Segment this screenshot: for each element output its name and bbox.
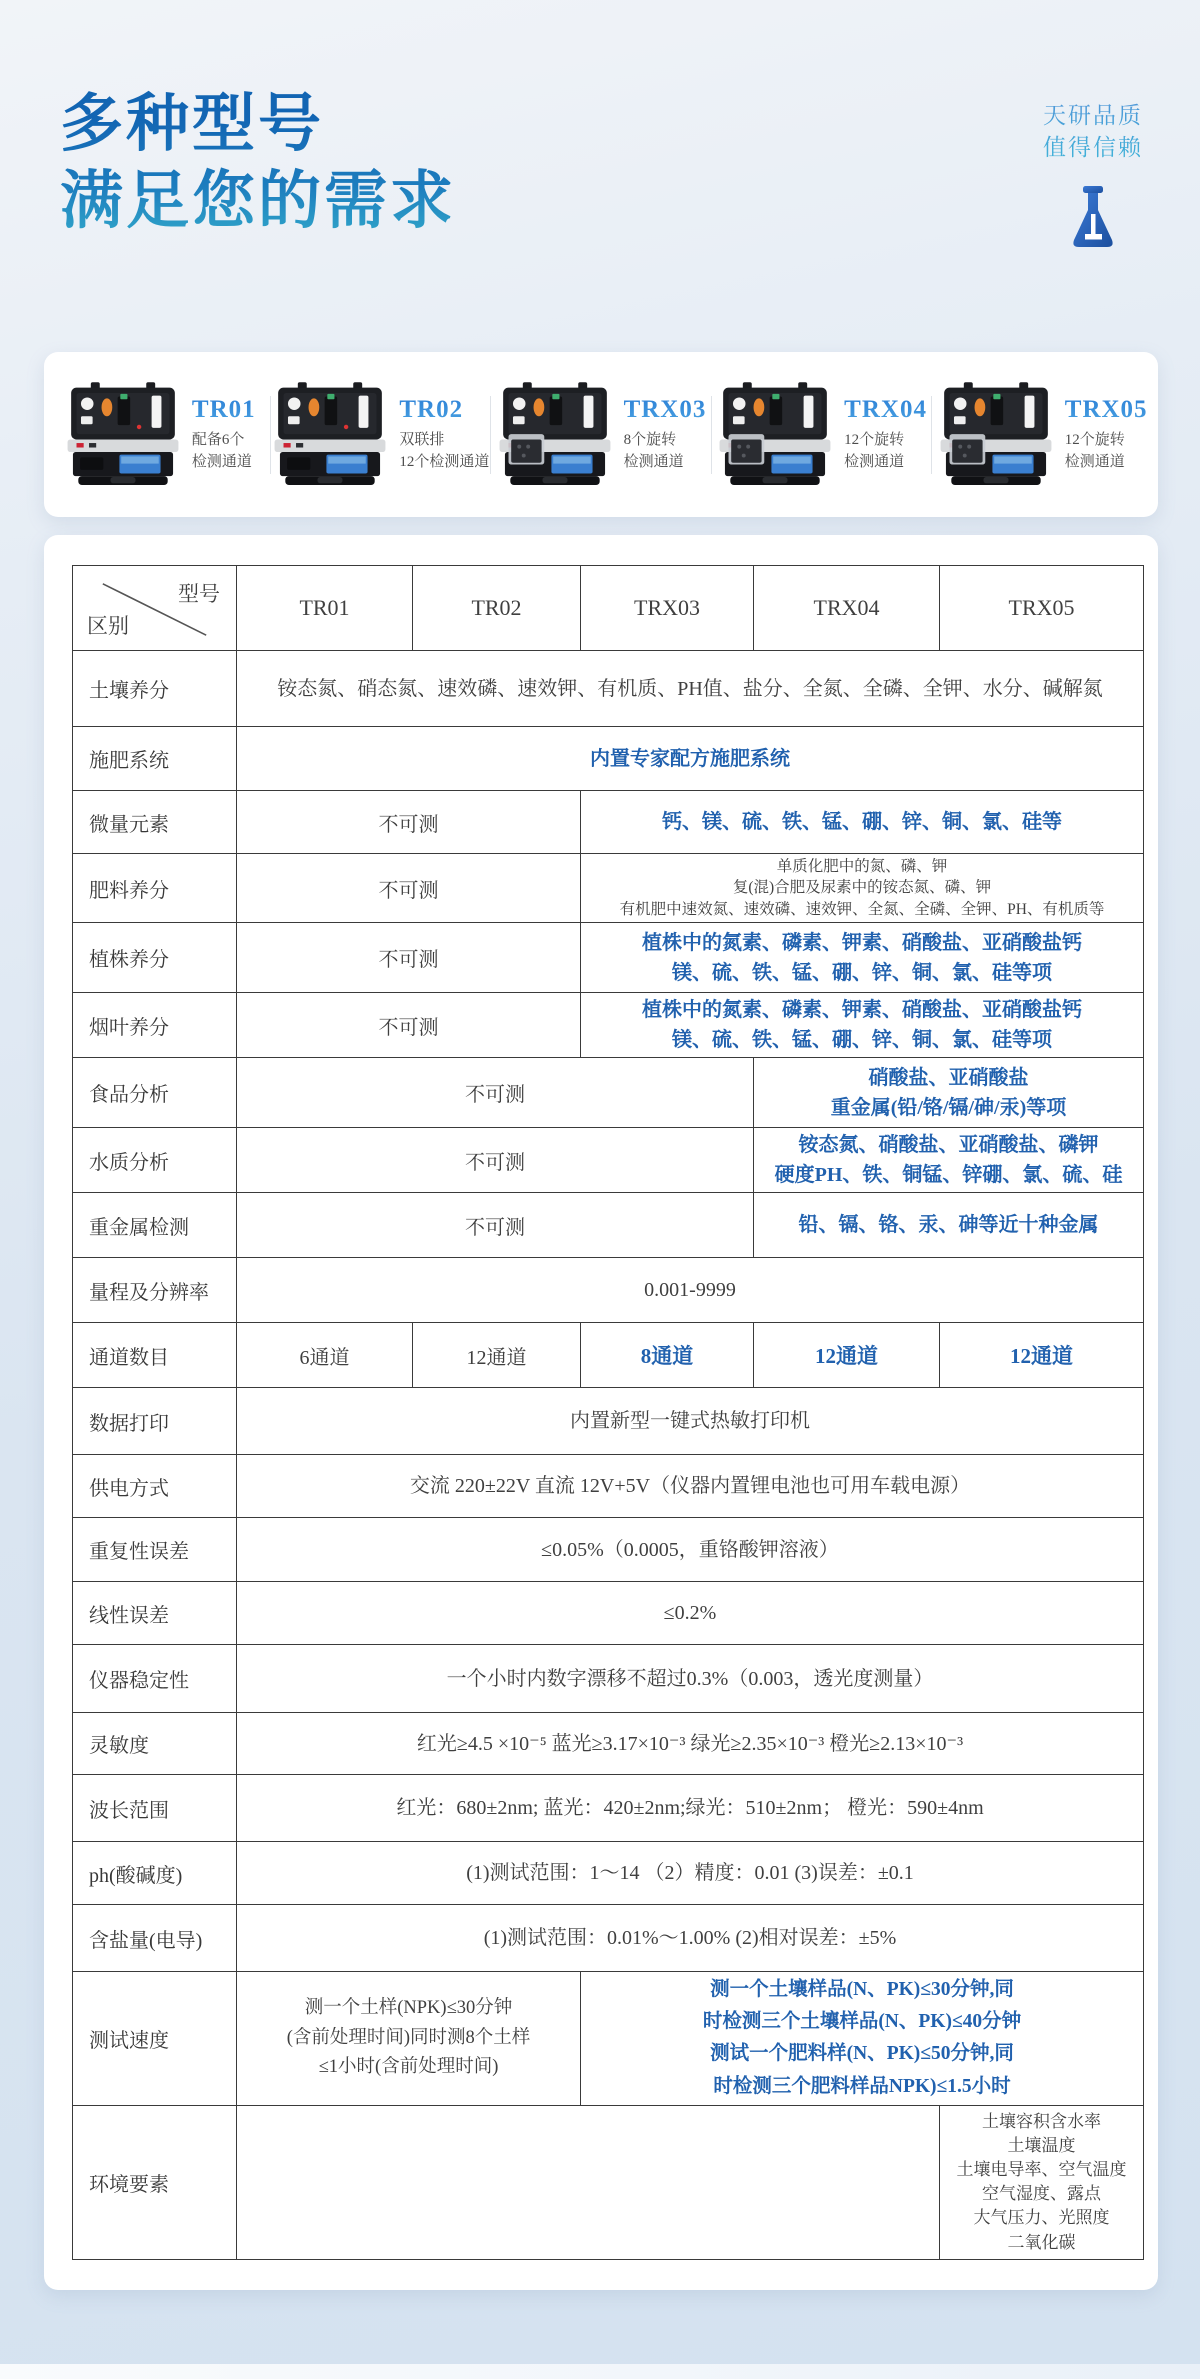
column-header-tr01: TR01 [237, 566, 413, 651]
row-value: 一个小时内数字漂移不超过0.3%（0.003，透光度测量） [237, 1645, 1144, 1713]
table-row-ph [73, 1842, 1144, 1905]
row-label: 烟叶养分 [73, 993, 237, 1058]
channel-cell-tr02: 12通道 [413, 1323, 581, 1388]
brand-slogan [1018, 100, 1168, 164]
column-header-trx05: TRX05 [940, 566, 1144, 651]
product-desc: 双联排 12个检测通道 [399, 431, 490, 470]
row-value: 铅、镉、铬、汞、砷等近十种金属 [754, 1193, 1144, 1258]
table-row-soil [73, 651, 1144, 727]
product-desc: 配备6个 检测通道 [191, 431, 252, 470]
brand-slogan-line1: 天研品质 [1043, 103, 1143, 128]
row-label: 通道数目 [73, 1323, 237, 1388]
not-measurable-cell: 不可测 [237, 791, 581, 854]
table-row-environment [73, 2105, 1144, 2259]
table-row-heavymetal [73, 1193, 1144, 1258]
product-image [271, 379, 389, 491]
row-label: 重复性误差 [73, 1518, 237, 1582]
empty-cell [237, 2105, 940, 2259]
corner-cell [73, 566, 237, 651]
table-row-printing [73, 1388, 1144, 1455]
row-label: 波长范围 [73, 1775, 237, 1842]
table-row-sensitivity [73, 1713, 1144, 1775]
row-value: 0.001-9999 [237, 1258, 1144, 1323]
row-value-right: 测一个土壤样品(N、PK)≤30分钟,同 时检测三个土壤样品(N、PK)≤40分钟 测试一个肥料样(N、PK)≤50分钟,同 时检测三个肥料样品NPK)≤1.5小时 [581, 1972, 1144, 2106]
spec-table [72, 565, 1144, 2260]
product-image [937, 379, 1055, 491]
row-label: 线性误差 [73, 1582, 237, 1645]
column-header-trx04: TRX04 [754, 566, 940, 651]
corner-label-model: 型号 [178, 582, 220, 606]
row-value: ≤0.2% [237, 1582, 1144, 1645]
row-value: 植株中的氮素、磷素、钾素、硝酸盐、亚硝酸盐钙 镁、硫、铁、锰、硼、锌、铜、氯、硅等项 [581, 993, 1144, 1058]
channel-cell-tr01: 6通道 [237, 1323, 413, 1388]
column-header-tr02: TR02 [413, 566, 581, 651]
page-title [60, 86, 456, 240]
table-row-channels [73, 1323, 1144, 1388]
row-value: 内置新型一键式热敏打印机 [237, 1388, 1144, 1455]
table-row-water [73, 1128, 1144, 1193]
product-model: TR01 [191, 395, 256, 423]
product-image [716, 379, 834, 491]
product-model: TRX05 [1064, 395, 1148, 423]
product-desc: 8个旋转 检测通道 [623, 431, 684, 470]
product-desc: 12个旋转 检测通道 [1064, 431, 1125, 470]
row-label: 重金属检测 [73, 1193, 237, 1258]
spec-table-card [44, 535, 1158, 2290]
row-value: 单质化肥中的氮、磷、钾 复(混)合肥及尿素中的铵态氮、磷、钾 有机肥中速效氮、速效磷、速效钾、全氮、全磷、全钾、PH、有机质等 [581, 854, 1144, 923]
not-measurable-cell: 不可测 [237, 854, 581, 923]
not-measurable-cell: 不可测 [237, 993, 581, 1058]
row-label: 数据打印 [73, 1388, 237, 1455]
row-value: 红光≥4.5 ×10⁻⁵ 蓝光≥3.17×10⁻³ 绿光≥2.35×10⁻³ 橙光≥2.13×10⁻³ [237, 1713, 1144, 1775]
row-value-left: 测一个土样(NPK)≤30分钟 (含前处理时间)同时测8个土样 ≤1小时(含前处理时间) [237, 1972, 581, 2106]
table-row-stability [73, 1645, 1144, 1713]
row-value: (1)测试范围：1～14 （2）精度：0.01 (3)误差：±0.1 [237, 1842, 1144, 1905]
channel-cell-trx05: 12通道 [940, 1323, 1144, 1388]
channel-cell-trx04: 12通道 [754, 1323, 940, 1388]
row-label: 植株养分 [73, 923, 237, 993]
table-row-food [73, 1058, 1144, 1128]
table-row-fertilizer [73, 854, 1144, 923]
row-label: 施肥系统 [73, 727, 237, 791]
product-image [496, 379, 614, 491]
channel-cell-trx03: 8通道 [581, 1323, 754, 1388]
product-model: TRX04 [844, 395, 927, 423]
row-value: 铵态氮、硝酸盐、亚硝酸盐、磷钾 硬度PH、铁、铜锰、锌硼、氯、硫、硅 [754, 1128, 1144, 1193]
row-label: 肥料养分 [73, 854, 237, 923]
row-label: 仪器稳定性 [73, 1645, 237, 1713]
row-value: 红光：680±2nm; 蓝光：420±2nm;绿光：510±2nm； 橙光：590±4nm [237, 1775, 1144, 1842]
product-desc: 12个旋转 检测通道 [844, 431, 905, 470]
table-row-range [73, 1258, 1144, 1323]
table-row-tobacco [73, 993, 1144, 1058]
table-row-repeat-err [73, 1518, 1144, 1582]
row-label: 测试速度 [73, 1972, 237, 2106]
product-card-trx05 [932, 352, 1152, 517]
row-label: 量程及分辨率 [73, 1258, 237, 1323]
product-card-tr02 [271, 352, 491, 517]
table-row-power [73, 1455, 1144, 1518]
column-header-trx03: TRX03 [581, 566, 754, 651]
row-value: 铵态氮、硝态氮、速效磷、速效钾、有机质、PH值、盐分、全氮、全磷、全钾、水分、碱解氮 [237, 651, 1144, 727]
not-measurable-cell: 不可测 [237, 1058, 754, 1128]
row-label: 含盐量(电导) [73, 1905, 237, 1972]
not-measurable-cell: 不可测 [237, 1128, 754, 1193]
table-row-plant [73, 923, 1144, 993]
row-value: 土壤容积含水率 土壤温度 土壤电导率、空气温度 空气湿度、露点 大气压力、光照度 二氧化碳 [940, 2105, 1144, 2259]
row-label: 土壤养分 [73, 651, 237, 727]
row-value: 硝酸盐、亚硝酸盐 重金属(铅/铬/镉/砷/汞)等项 [754, 1058, 1144, 1128]
row-value: 植株中的氮素、磷素、钾素、硝酸盐、亚硝酸盐钙 镁、硫、铁、锰、硼、锌、铜、氯、硅等项 [581, 923, 1144, 993]
next-section-edge [0, 2364, 1200, 2379]
table-row-fertsys [73, 727, 1144, 791]
page-title-line2: 满足您的需求 [60, 165, 456, 236]
product-image [64, 379, 182, 491]
row-value: 内置专家配方施肥系统 [237, 727, 1144, 791]
table-row-linear-err [73, 1582, 1144, 1645]
table-row-wavelength [73, 1775, 1144, 1842]
row-label: 食品分析 [73, 1058, 237, 1128]
row-label: 供电方式 [73, 1455, 237, 1518]
row-label: 灵敏度 [73, 1713, 237, 1775]
not-measurable-cell: 不可测 [237, 923, 581, 993]
row-label: 水质分析 [73, 1128, 237, 1193]
product-card-trx04 [712, 352, 932, 517]
row-label: 环境要素 [73, 2105, 237, 2259]
row-label: 微量元素 [73, 791, 237, 854]
table-row-speed [73, 1972, 1144, 2106]
row-value: 钙、镁、硫、铁、锰、硼、锌、铜、氯、硅等 [581, 791, 1144, 854]
product-card-trx03 [491, 352, 711, 517]
brand-slogan-line2: 值得信赖 [1043, 135, 1143, 161]
table-row-salinity [73, 1905, 1144, 1972]
flask-icon [1070, 186, 1116, 252]
row-value: 交流 220±22V 直流 12V+5V（仪器内置锂电池也可用车载电源） [237, 1455, 1144, 1518]
table-row-trace [73, 791, 1144, 854]
row-label: ph(酸碱度) [73, 1842, 237, 1905]
row-value: (1)测试范围：0.01%～1.00% (2)相对误差：±5% [237, 1905, 1144, 1972]
corner-label-category: 区别 [87, 614, 129, 638]
not-measurable-cell: 不可测 [237, 1193, 754, 1258]
page-title-line1: 多种型号 [60, 89, 324, 159]
product-model: TR02 [399, 396, 489, 424]
table-header-row [73, 566, 1144, 651]
product-card-tr01 [50, 352, 270, 517]
product-model: TRX03 [623, 395, 707, 423]
products-strip [44, 352, 1158, 517]
row-value: ≤0.05%（0.0005，重铬酸钾溶液） [237, 1518, 1144, 1582]
